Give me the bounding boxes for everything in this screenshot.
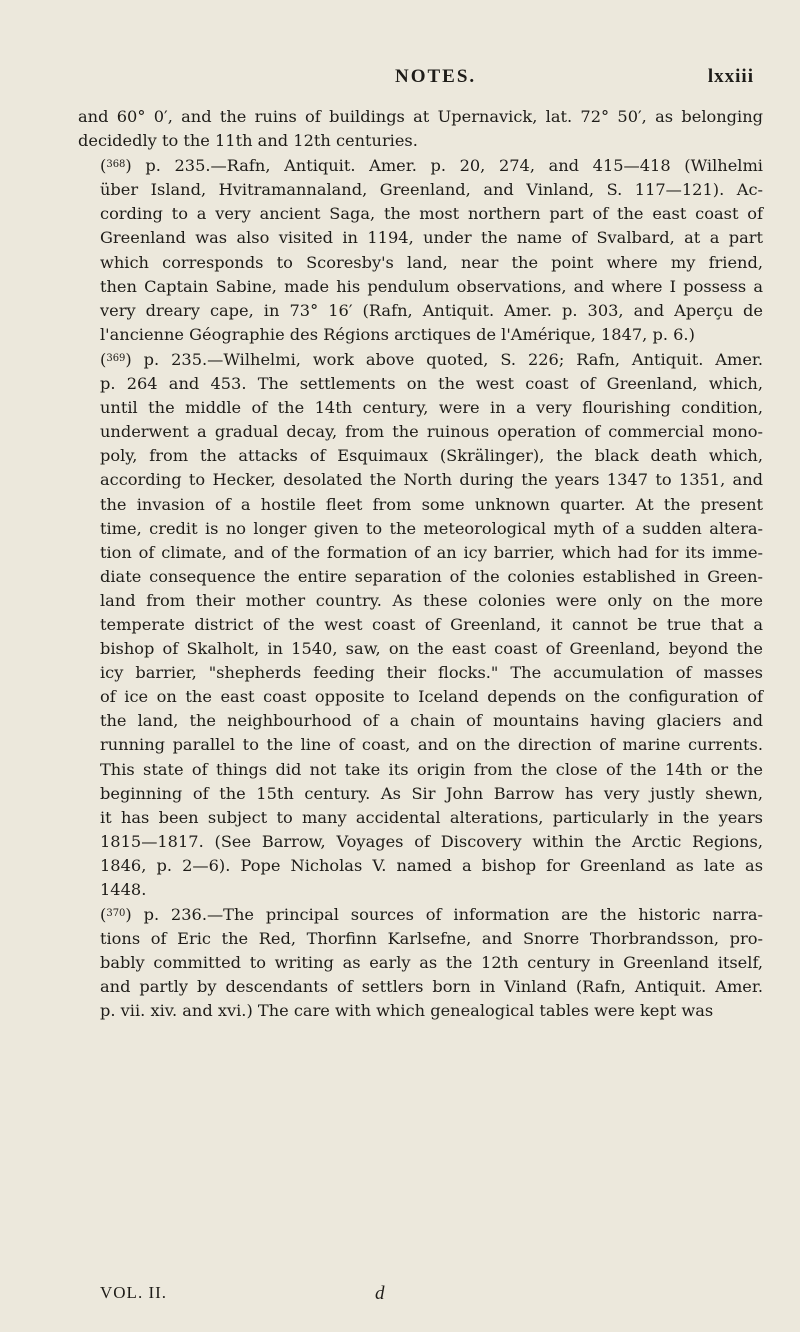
text-line: This state of things did not take its origin from the close of the 14th or the [100,759,763,779]
text-line: p. vii. xiv. and xvi.) The care with which genealogical tables were kept was [100,1001,714,1021]
text-line: and 60° 0′, and the ruins of buildings at Upernavick, lat. 72° 50′, as belonging [78,107,763,126]
text-line: time, credit is no longer given to the meteorological myth of a sudden altera- [100,518,763,538]
footnote-paragraph [78,902,763,1023]
footnote-number: 369 [106,352,126,364]
text-line: until the middle of the 14th century, were in a very flourishing condition, [100,398,763,418]
footnote-number: 370 [106,908,126,920]
footnote-number: 368 [106,159,126,171]
text-line: which corresponds to Scoresby's land, near the point where my friend, [100,252,763,272]
text-line: underwent a gradual decay, from the ruinous operation of commercial mono- [100,422,763,442]
text-line: bishop of Skalholt, in 1540, saw, on the east coast of Greenland, beyond the [100,639,763,659]
text-line: beginning of the 15th century. As Sir John Barrow has very justly shewn, [100,783,763,803]
text-line: 1815—1817. (See Barrow, Voyages of Discovery within the Arctic Regions, [100,831,763,851]
running-head: NOTES. [395,66,477,87]
text-line: cording to a very ancient Saga, the most northern part of the east coast of [100,204,763,224]
footnote-paragraph [78,153,763,347]
text-line: land from their mother country. As these colonies were only on the more [100,590,763,610]
footnote-paragraph [78,347,763,902]
footnote-text: ) p. 235.—Wilhelmi, work above quoted, S. 226; Rafn, Antiquit. Amer. [125,349,763,369]
text-line: then Captain Sabine, made his pendulum observations, and where I possess a [100,276,763,296]
text-line: the land, the neighbourhood of a chain of mountains having glaciers and [100,711,763,731]
text-line: ($^{368}$) p. 235.—Rafn, Antiquit. Amer. p. 20, 274, and 415—418 (Wilhelmi [100,156,763,176]
signature-mark: d [375,1283,385,1304]
text-line: tion of climate, and of the formation of an icy barrier, which had for its imme- [100,542,763,562]
page-header [0,66,800,92]
text-line: p. 264 and 453. The settlements on the west coast of Greenland, which, [100,374,763,394]
text-line: very dreary cape, in 73° 16′ (Rafn, Antiquit. Amer. p. 303, and Aperçu de [100,300,763,320]
text-line: icy barrier, "shepherds feeding their flocks." The accumulation of masses [100,663,763,683]
text-line: of ice on the east coast opposite to Iceland depends on the configuration of [100,687,763,707]
text-line: ($^{370}$) p. 236.—The principal sources of information are the historic narra- [100,905,763,925]
page-footer [100,1283,720,1313]
text-line: the invasion of a hostile fleet from some unknown quarter. At the present [100,494,763,514]
text-line: ($^{369}$) p. 235.—Wilhelmi, work above quoted, S. 226; Rafn, Antiquit. Amer. [100,349,763,369]
text-line: according to Hecker, desolated the North during the years 1347 to 1351, and [100,470,763,490]
text-line: temperate district of the west coast of Greenland, it cannot be true that a [100,614,763,634]
text-line: 1448. [100,880,147,899]
text-line: running parallel to the line of coast, and on the direction of marine currents. [100,735,763,755]
text-line: and partly by descendants of settlers born in Vinland (Rafn, Antiquit. Amer. [100,977,763,997]
text-line: tions of Eric the Red, Thorfinn Karlsefne, and Snorre Thorbrandsson, pro- [100,929,763,949]
text-line: 1846, p. 2—6). Pope Nicholas V. named a bishop for Greenland as late as [100,855,763,875]
continuation-paragraph [78,105,763,153]
text-line: diate consequence the entire separation of the colonies established in Green- [100,566,763,586]
page-number: lxxiii [707,66,754,87]
volume-label: VOL. II. [100,1283,168,1302]
text-line: poly, from the attacks of Esquimaux (Skrälinger), the black death which, [100,446,763,466]
footnote-text: ) p. 236.—The principal sources of information are the historic narra- [125,905,763,925]
footnote-text: ) p. 235.—Rafn, Antiquit. Amer. p. 20, 274, and 415—418 (Wilhelmi [125,156,763,176]
text-line: bably committed to writing as early as the 12th century in Greenland itself, [100,953,763,973]
text-line: Greenland was also visited in 1194, under the name of Svalbard, at a part [100,228,763,248]
text-line: decidedly to the 11th and 12th centuries. [78,131,418,151]
text-line: über Island, Hvitramannaland, Greenland, and Vinland, S. 117—121). Ac- [100,180,763,200]
text-line: it has been subject to many accidental alterations, particularly in the years [100,807,763,827]
notes-body [78,105,763,1024]
text-line: l'ancienne Géographie des Régions arctiques de l'Amérique, 1847, p. 6.) [100,324,695,344]
